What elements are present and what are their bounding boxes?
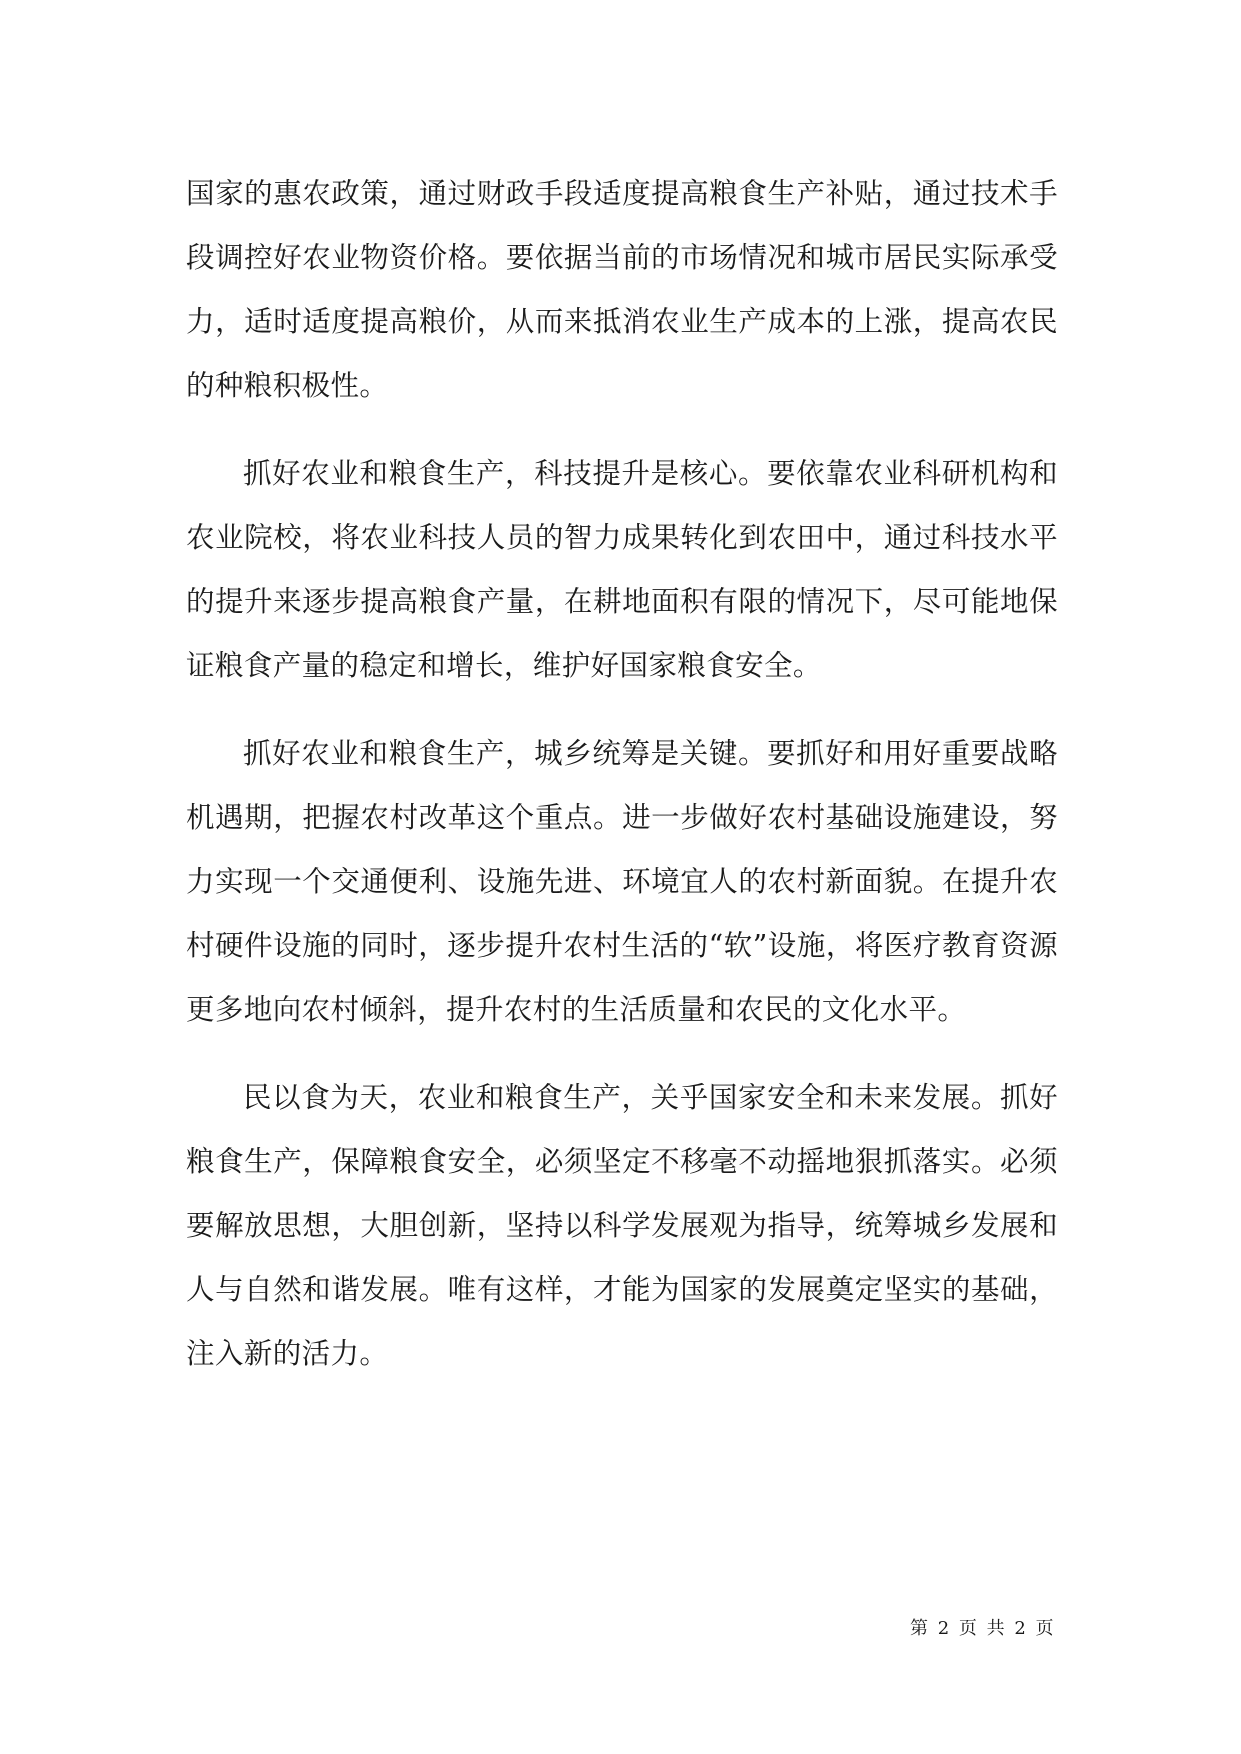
paragraph-conclusion: 民以食为天，农业和粮食生产，关乎国家安全和未来发展。抓好粮食生产，保障粮食安全，必须坚定不移毫不动摇地狠抓落实。必须要解放思想，大胆创新，坚持以科学发展观为指导，统筹城乡发展和人与自然和谐发展。唯有这样，才能为国家的发展奠定坚实的基础，注入新的活力。 [186,1081,1058,1370]
document-body [186,162,1058,1410]
page-number: 第 2 页 共 2 页 [910,1618,1056,1639]
paragraph-technology: 抓好农业和粮食生产，科技提升是核心。要依靠农业科研机构和农业院校，将农业科技人员的智力成果转化到农田中，通过科技水平的提升来逐步提高粮食产量，在耕地面积有限的情况下，尽可能地保证粮食产量的稳定和增长，维护好国家粮食安全。 [186,457,1058,682]
paragraph-urban-rural: 抓好农业和粮食生产，城乡统筹是关键。要抓好和用好重要战略机遇期，把握农村改革这个重点。进一步做好农村基础设施建设，努力实现一个交通便利、设施先进、环境宜人的农村新面貌。在提升农村硬件设施的同时，逐步提升农村生活的“软”设施，将医疗教育资源更多地向农村倾斜，提升农村的生活质量和农民的文化水平。 [186,737,1058,1026]
paragraph-continued: 国家的惠农政策，通过财政手段适度提高粮食生产补贴，通过技术手段调控好农业物资价格。要依据当前的市场情况和城市居民实际承受力，适时适度提高粮价，从而来抵消农业生产成本的上涨，提高农民的种粮积极性。 [186,177,1058,402]
